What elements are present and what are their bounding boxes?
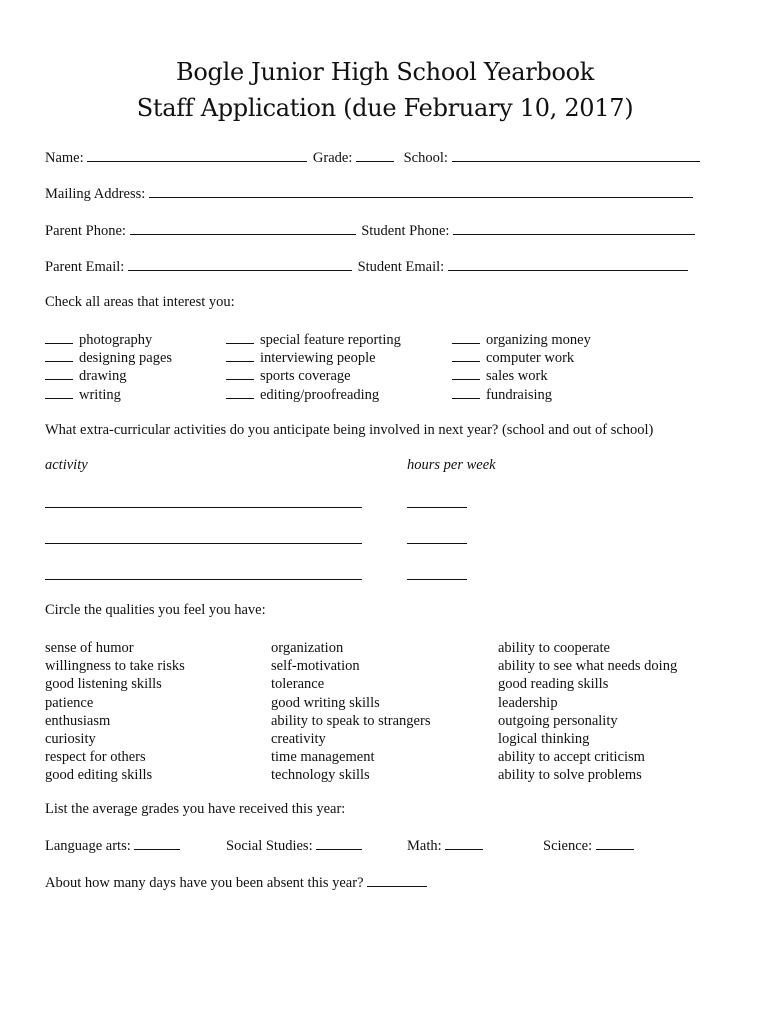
student-email-field[interactable] (448, 258, 688, 271)
school-label: School: (403, 150, 448, 166)
interests-column-2 (226, 331, 401, 404)
activity-column-header: activity (45, 457, 88, 473)
hours-line-1[interactable] (407, 507, 467, 508)
qualities-column-3 (498, 639, 677, 785)
interest-item[interactable]: computer work (452, 349, 591, 367)
checkbox-blank[interactable] (226, 367, 254, 380)
social-studies-field[interactable] (316, 837, 362, 850)
mailing-address-field[interactable] (149, 185, 693, 198)
qualities-column-1 (45, 639, 185, 785)
quality-item[interactable]: good editing skills (45, 767, 153, 784)
qualities-column-2 (271, 639, 430, 785)
parent-email-label: Parent Email: (45, 259, 125, 275)
math-grade (407, 837, 483, 855)
science-field[interactable] (596, 837, 634, 850)
interests-column-1 (45, 331, 172, 404)
checkbox-blank[interactable] (452, 367, 480, 380)
quality-item[interactable]: logical thinking (498, 731, 590, 748)
hours-column-header: hours per week (407, 457, 496, 473)
phone-row (45, 222, 695, 240)
hours-line-3[interactable] (407, 579, 467, 580)
quality-item[interactable]: curiosity (45, 731, 96, 748)
interest-item[interactable]: special feature reporting (226, 331, 401, 349)
name-row (45, 149, 700, 167)
interest-item[interactable]: sales work (452, 367, 591, 385)
absence-field[interactable] (367, 874, 427, 887)
quality-item[interactable]: ability to speak to strangers (271, 712, 431, 729)
quality-item[interactable]: time management (271, 749, 375, 766)
checkbox-blank[interactable] (452, 331, 480, 344)
activity-line-3[interactable] (45, 579, 362, 580)
grade-field[interactable] (356, 149, 394, 162)
math-label: Math: (407, 838, 442, 854)
student-phone-field[interactable] (453, 222, 695, 235)
checkbox-blank[interactable] (45, 367, 73, 380)
grades-prompt: List the average grades you have received this year: (45, 801, 346, 817)
quality-item[interactable]: good writing skills (271, 694, 380, 711)
language-arts-field[interactable] (134, 837, 180, 850)
activities-prompt: What extra-curricular activities do you anticipate being involved in next year? (school and out of school) (45, 422, 654, 438)
interest-item[interactable]: organizing money (452, 331, 591, 349)
checkbox-blank[interactable] (452, 386, 480, 399)
social-studies-grade (226, 837, 362, 855)
form-title-line2: Staff Application (due February 10, 2017) (136, 94, 634, 122)
interest-item[interactable]: writing (45, 386, 172, 404)
quality-item[interactable]: ability to cooperate (498, 640, 610, 656)
quality-item[interactable]: technology skills (271, 767, 370, 784)
quality-item[interactable]: enthusiasm (45, 712, 111, 729)
activity-line-2[interactable] (45, 543, 362, 544)
quality-item[interactable]: patience (45, 694, 94, 711)
quality-item[interactable]: tolerance (271, 676, 325, 693)
quality-item[interactable]: ability to accept criticism (498, 749, 645, 766)
school-field[interactable] (452, 149, 700, 162)
interest-item[interactable]: editing/proofreading (226, 386, 401, 404)
interest-item[interactable]: designing pages (45, 349, 172, 367)
interest-item[interactable]: sports coverage (226, 367, 401, 385)
email-row (45, 258, 688, 276)
interest-item[interactable]: photography (45, 331, 172, 349)
checkbox-blank[interactable] (45, 386, 73, 399)
interest-item[interactable]: interviewing people (226, 349, 401, 367)
language-arts-grade (45, 837, 180, 855)
parent-phone-field[interactable] (130, 222, 356, 235)
grade-label: Grade: (312, 150, 353, 166)
checkbox-blank[interactable] (45, 331, 73, 344)
form-title-line1: Bogle Junior High School Yearbook (176, 58, 594, 86)
interests-column-3 (452, 331, 591, 404)
quality-item[interactable]: willingness to take risks (45, 658, 185, 675)
quality-item[interactable]: organization (271, 640, 344, 656)
quality-item[interactable]: ability to solve problems (498, 767, 642, 784)
activity-line-1[interactable] (45, 507, 362, 508)
parent-phone-label: Parent Phone: (45, 223, 126, 239)
checkbox-blank[interactable] (226, 386, 254, 399)
checkbox-blank[interactable] (226, 349, 254, 362)
quality-item[interactable]: creativity (271, 731, 326, 748)
quality-item[interactable]: good reading skills (498, 676, 609, 693)
checkbox-blank[interactable] (45, 349, 73, 362)
absence-row (45, 874, 427, 892)
quality-item[interactable]: good listening skills (45, 676, 162, 693)
interest-item[interactable]: drawing (45, 367, 172, 385)
language-arts-label: Language arts: (45, 838, 131, 854)
quality-item[interactable]: outgoing personality (498, 712, 618, 729)
quality-item[interactable]: self-motivation (271, 658, 360, 675)
quality-item[interactable]: leadership (498, 694, 558, 711)
science-grade (543, 837, 634, 855)
qualities-prompt: Circle the qualities you feel you have: (45, 602, 266, 618)
absence-prompt: About how many days have you been absent this year? (45, 875, 364, 891)
student-email-label: Student Email: (357, 259, 445, 275)
name-label: Name: (45, 150, 84, 166)
checkbox-blank[interactable] (226, 331, 254, 344)
student-phone-label: Student Phone: (361, 223, 450, 239)
hours-line-2[interactable] (407, 543, 467, 544)
math-field[interactable] (445, 837, 483, 850)
interests-prompt: Check all areas that interest you: (45, 294, 235, 310)
social-studies-label: Social Studies: (226, 838, 313, 854)
parent-email-field[interactable] (128, 258, 352, 271)
quality-item[interactable]: sense of humor (45, 640, 134, 656)
interest-item[interactable]: fundraising (452, 386, 591, 404)
checkbox-blank[interactable] (452, 349, 480, 362)
mailing-address-label: Mailing Address: (45, 186, 146, 202)
mailing-address-row (45, 185, 693, 203)
quality-item[interactable]: ability to see what needs doing (498, 658, 678, 675)
name-field[interactable] (87, 149, 307, 162)
quality-item[interactable]: respect for others (45, 749, 146, 766)
science-label: Science: (543, 838, 593, 854)
